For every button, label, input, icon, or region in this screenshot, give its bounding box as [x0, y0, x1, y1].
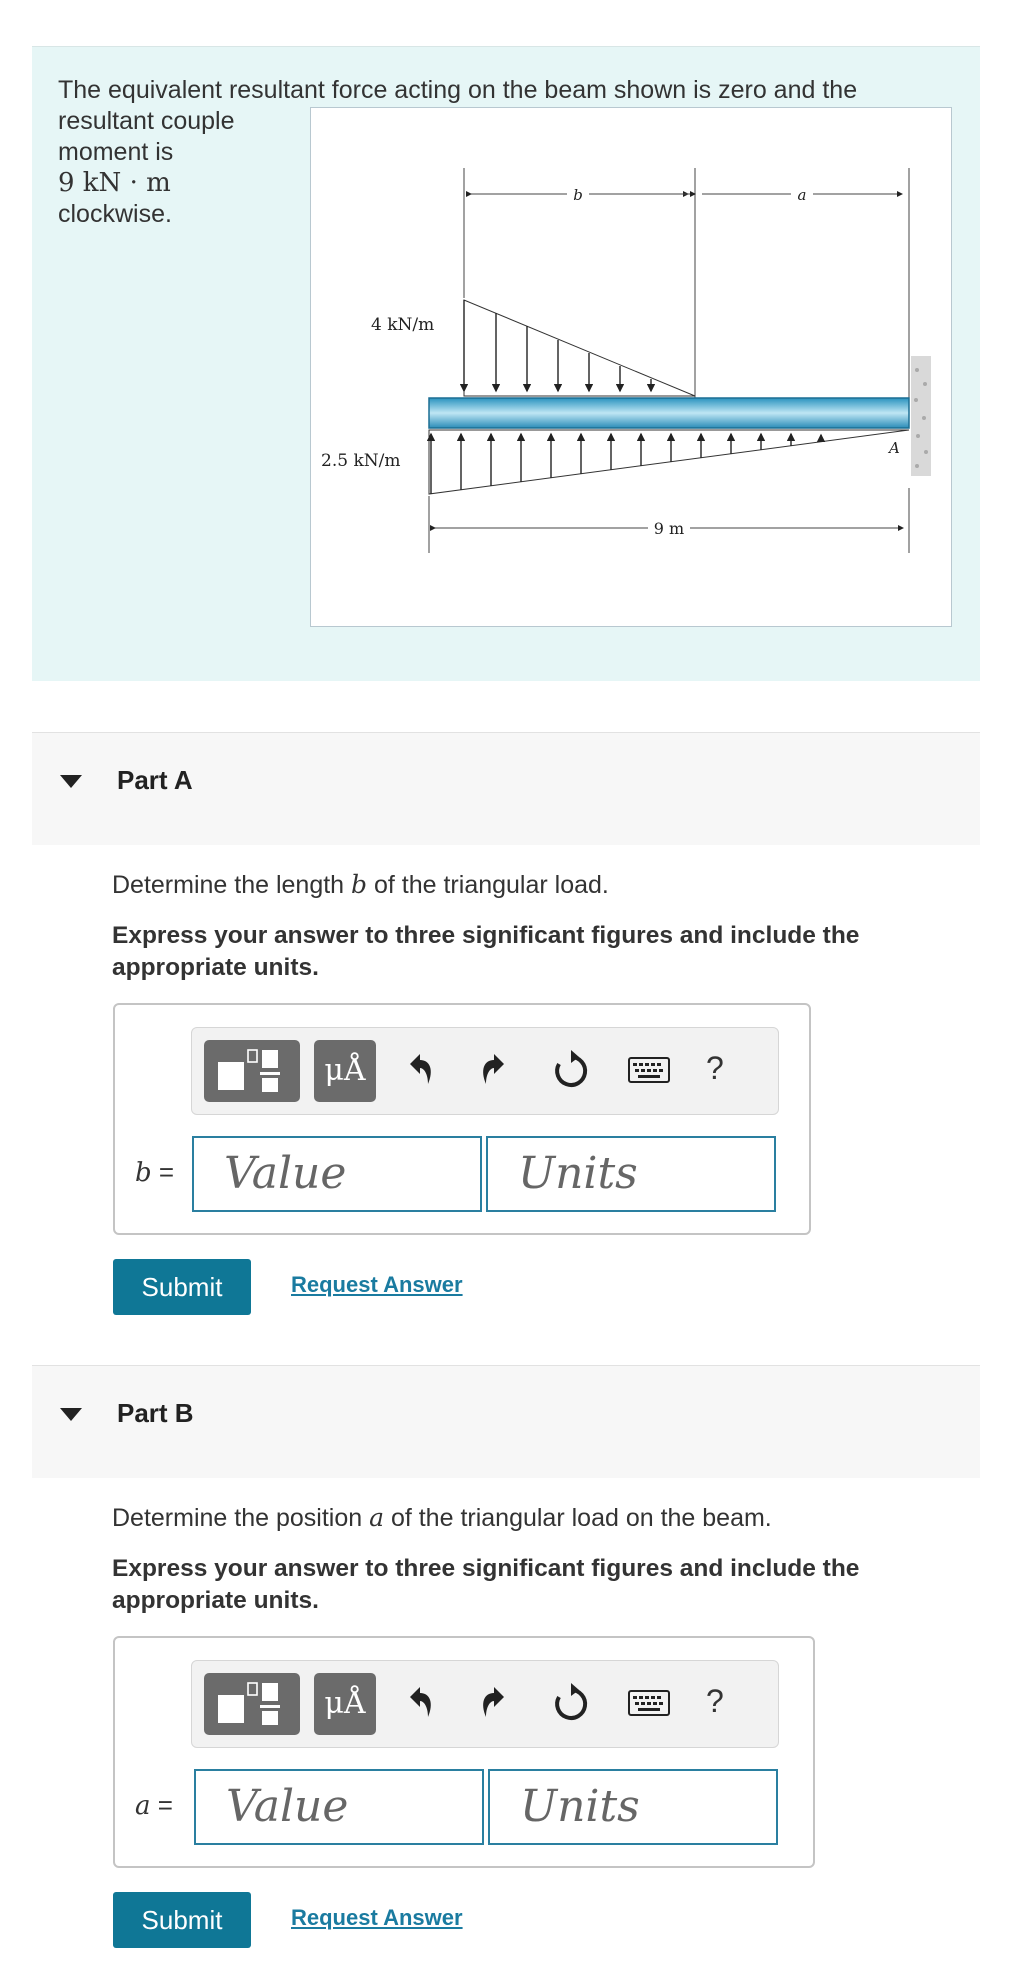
label-2-5kn: 2.5 kN/m [321, 451, 401, 471]
redo-icon[interactable] [472, 1048, 518, 1094]
problem-line-2a: resultant couple [58, 107, 235, 135]
part-b-value-input[interactable]: Value [194, 1769, 484, 1845]
part-a-units-input[interactable]: Units [486, 1136, 776, 1212]
part-b-toolbar [191, 1660, 779, 1748]
part-b-request-answer-link[interactable]: Request Answer [291, 1905, 463, 1930]
problem-panel [32, 46, 980, 681]
part-a-var-label: b = [135, 1157, 175, 1188]
reset-icon[interactable] [548, 1048, 594, 1094]
templates-button[interactable] [204, 1673, 300, 1735]
part-a-question: Determine the length b of the triangular load. [112, 870, 609, 899]
caret-down-icon[interactable] [60, 775, 82, 788]
part-a-request-answer-link[interactable]: Request Answer [291, 1272, 463, 1297]
templates-icon [204, 1040, 300, 1102]
label-span: 9 m [653, 519, 685, 538]
part-b-answer-box [113, 1636, 815, 1868]
undo-icon[interactable] [396, 1048, 442, 1094]
label-a: a [797, 186, 807, 204]
help-button[interactable]: ? [706, 1683, 724, 1719]
label-4kn: 4 kN/m [371, 315, 435, 335]
triangular-load-arrows [464, 300, 651, 391]
part-a-title: Part A [117, 765, 193, 795]
part-b-question: Determine the position a of the triangular load on the beam. [112, 1503, 772, 1532]
moment-value: 9 kN · m [58, 168, 171, 198]
keyboard-icon[interactable] [628, 1689, 670, 1717]
units-button[interactable]: μÅ [314, 1673, 376, 1735]
triangular-load [464, 300, 695, 396]
part-b-question-var: a [369, 1503, 384, 1532]
part-a-value-input[interactable]: Value [192, 1136, 482, 1212]
label-b: b [573, 186, 583, 204]
units-button[interactable]: μÅ [314, 1040, 376, 1102]
part-b-submit-button[interactable]: Submit [113, 1892, 251, 1948]
part-a-header[interactable] [32, 732, 980, 845]
part-b-title: Part B [117, 1398, 194, 1428]
part-b-header[interactable] [32, 1365, 980, 1478]
part-a-instruction: Express your answer to three significant figures and include the appropriate units. [112, 922, 860, 981]
templates-icon [204, 1673, 300, 1735]
bottom-load-arrows [431, 434, 821, 494]
wall-support [911, 356, 931, 476]
templates-button[interactable] [204, 1040, 300, 1102]
beam-figure [310, 107, 952, 627]
help-button[interactable]: ? [706, 1050, 724, 1086]
part-a-answer-box [113, 1003, 811, 1235]
bottom-load [429, 430, 909, 494]
keyboard-icon[interactable] [628, 1056, 670, 1084]
beam [429, 398, 909, 428]
part-b-instruction: Express your answer to three significant figures and include the appropriate units. [112, 1555, 860, 1614]
undo-icon[interactable] [396, 1681, 442, 1727]
beam-diagram [311, 108, 953, 628]
reset-icon[interactable] [548, 1681, 594, 1727]
label-support-a: A [889, 439, 900, 457]
problem-line-2b: moment is [58, 138, 174, 166]
problem-line-1: The equivalent resultant force acting on the beam shown is zero and the [58, 76, 858, 104]
part-a-submit-button[interactable]: Submit [113, 1259, 251, 1315]
caret-down-icon[interactable] [60, 1408, 82, 1421]
part-b-units-input[interactable]: Units [488, 1769, 778, 1845]
part-a-question-var: b [351, 870, 368, 899]
redo-icon[interactable] [472, 1681, 518, 1727]
part-b-var-label: a = [135, 1790, 173, 1821]
part-a-toolbar [191, 1027, 779, 1115]
problem-line-4: clockwise. [58, 200, 172, 228]
